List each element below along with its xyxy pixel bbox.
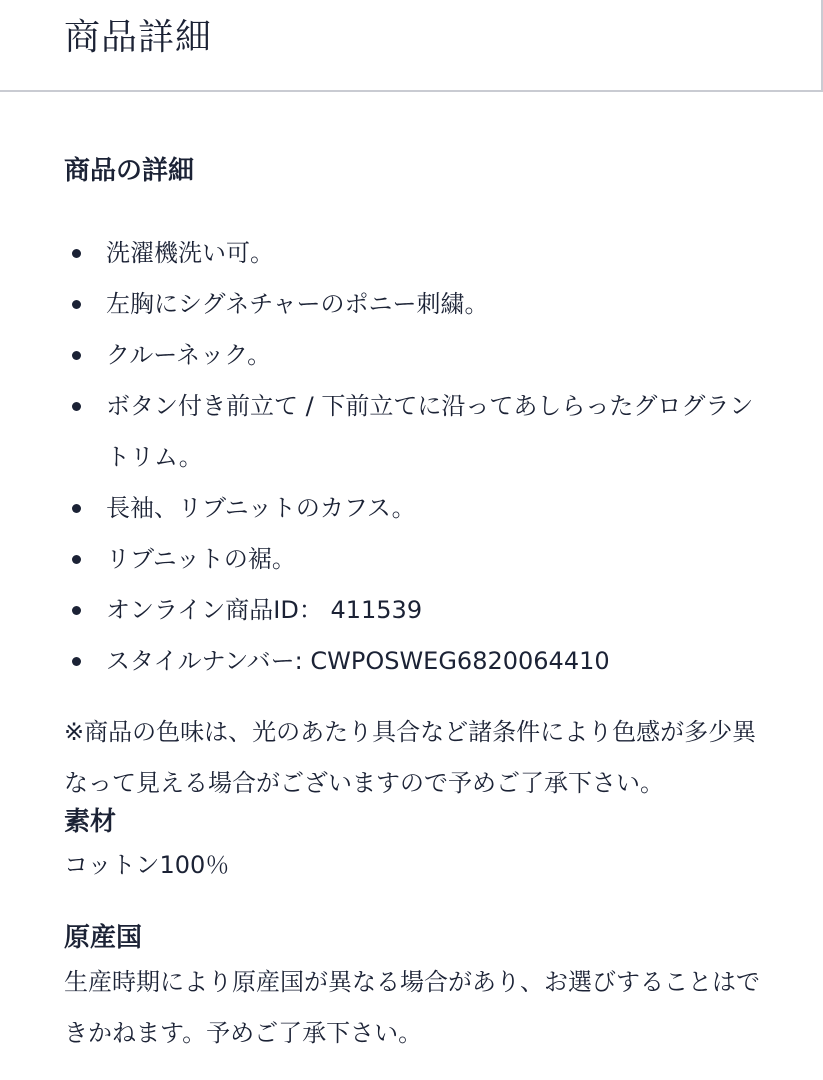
detail-item-washable <box>64 228 763 279</box>
origin-heading: 原産国 <box>64 923 143 953</box>
detail-item-crew-neck <box>64 330 763 381</box>
bullet-icon <box>72 300 81 309</box>
bullet-icon <box>72 555 81 564</box>
detail-item-text: リブニットの裾。 <box>106 545 296 573</box>
bullet-icon <box>72 351 81 360</box>
detail-item-text: 長袖、リブニットのカフス。 <box>106 494 416 522</box>
detail-item-text: 左胸にシグネチャーのポニー刺繍。 <box>106 290 489 318</box>
details-list <box>64 228 763 687</box>
detail-item-online-product-id <box>64 585 763 636</box>
detail-item-style-number <box>64 636 763 687</box>
details-heading: 商品の詳細 <box>64 156 195 186</box>
material-heading: 素材 <box>64 807 117 837</box>
page-header <box>0 0 823 92</box>
bullet-icon <box>72 249 81 258</box>
detail-item-text: 洗濯機洗い可。 <box>106 239 274 267</box>
detail-item-embroidery <box>64 279 763 330</box>
color-disclaimer: ※商品の色味は、光のあたり具合など諸条件により色感が多少異なって見える場合がございますので予めご了承下さい。 <box>64 718 757 797</box>
detail-item-placket-trim <box>64 381 763 483</box>
detail-item-text: クルーネック。 <box>106 341 272 369</box>
detail-item-text: スタイルナンバー: CWPOSWEG6820064410 <box>106 647 610 675</box>
bullet-icon <box>72 657 81 666</box>
detail-item-text: ボタン付き前立て / 下前立てに沿ってあしらったグログラントリム。 <box>106 392 754 471</box>
bullet-icon <box>72 402 81 411</box>
bullet-icon <box>72 606 81 615</box>
detail-item-sleeves-cuffs <box>64 483 763 534</box>
bullet-icon <box>72 504 81 513</box>
material-value: コットン100％ <box>64 851 230 879</box>
page-title: 商品詳細 <box>64 17 213 58</box>
detail-item-text: オンライン商品ID： 411539 <box>106 596 423 624</box>
detail-item-ribbed-hem <box>64 534 763 585</box>
origin-text: 生産時期により原産国が異なる場合があり、お選びすることはできかねます。予めご了承下さい。 <box>64 968 760 1047</box>
product-details-content <box>0 92 823 1059</box>
